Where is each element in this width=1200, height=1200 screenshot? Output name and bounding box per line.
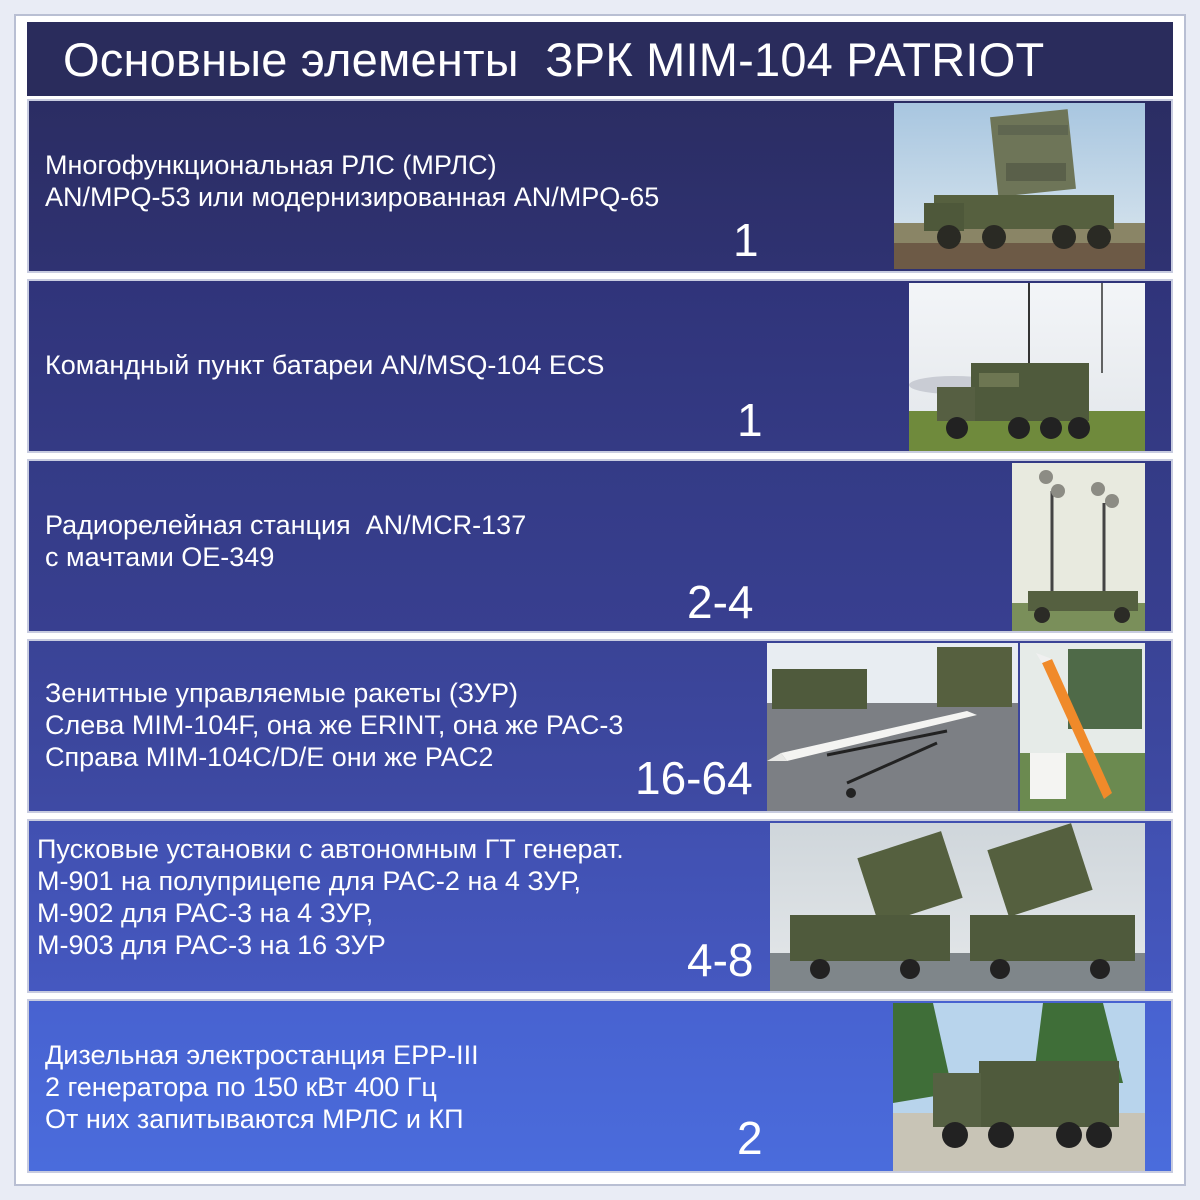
page-title: Основные элементы ЗРК MIM-104 PATRIOT: [63, 33, 1045, 86]
row-text-line: Командный пункт батареи AN/MSQ-104 ECS: [45, 350, 605, 380]
row-text-line: Радиорелейная станция AN/MCR-137: [45, 510, 527, 540]
row-radio-relay: [27, 459, 1173, 633]
row-description: [37, 833, 624, 961]
missiles-photo: [767, 643, 1018, 811]
row-radar: [27, 99, 1173, 273]
power-plant-truck-photo: [893, 1003, 1145, 1171]
quantity-label: 1: [737, 394, 763, 446]
row-text-line: Справа MIM-104C/D/E они же PAC2: [45, 742, 494, 772]
row-text-line: 2 генератора по 150 кВт 400 Гц: [45, 1072, 437, 1102]
row-text-line: Слева MIM-104F, она же ERINT, она же PAC-3: [45, 710, 624, 740]
row-missiles: [27, 639, 1173, 813]
row-text-line: с мачтами OE-349: [45, 542, 275, 572]
missile-pac2-photo: [1020, 643, 1145, 811]
row-command-post: [27, 279, 1173, 453]
row-description: [45, 509, 526, 573]
row-text-line: От них запитываются МРЛС и КП: [45, 1104, 464, 1134]
quantity-label: 1: [733, 214, 759, 266]
header-bar: [27, 22, 1173, 96]
row-description: [45, 1039, 479, 1135]
radio-relay-masts-photo: [1012, 463, 1145, 633]
row-text-line: М-901 на полуприцепе для PAC-2 на 4 ЗУР,: [37, 866, 581, 896]
row-text-line: Зенитные управляемые ракеты (ЗУР): [45, 678, 518, 708]
row-text-line: M-902 для PAC-3 на 4 ЗУР,: [37, 898, 374, 928]
row-text-line: Многофункциональная РЛС (МРЛС): [45, 150, 497, 180]
row-launchers: [27, 819, 1173, 993]
row-power-plant: [27, 999, 1173, 1173]
row-description: [45, 149, 659, 213]
command-post-truck-photo: [909, 283, 1145, 453]
row-text-line: Дизельная электростанция EPP-III: [45, 1040, 479, 1070]
radar-truck-photo: [894, 103, 1145, 269]
row-text-line: Пусковые установки с автономным ГТ генерат.: [37, 834, 624, 864]
quantity-label: 2-4: [687, 576, 754, 628]
row-text-line: AN/MPQ-53 или модернизированная AN/MPQ-65: [45, 182, 660, 212]
row-text-line: M-903 для PAC-3 на 16 ЗУР: [37, 930, 386, 960]
launchers-photo: [770, 823, 1145, 991]
row-description: [45, 349, 604, 381]
quantity-label: 2: [737, 1112, 763, 1164]
quantity-label: 4-8: [687, 934, 754, 986]
row-description: [45, 677, 623, 773]
quantity-label: 16-64: [635, 752, 753, 804]
